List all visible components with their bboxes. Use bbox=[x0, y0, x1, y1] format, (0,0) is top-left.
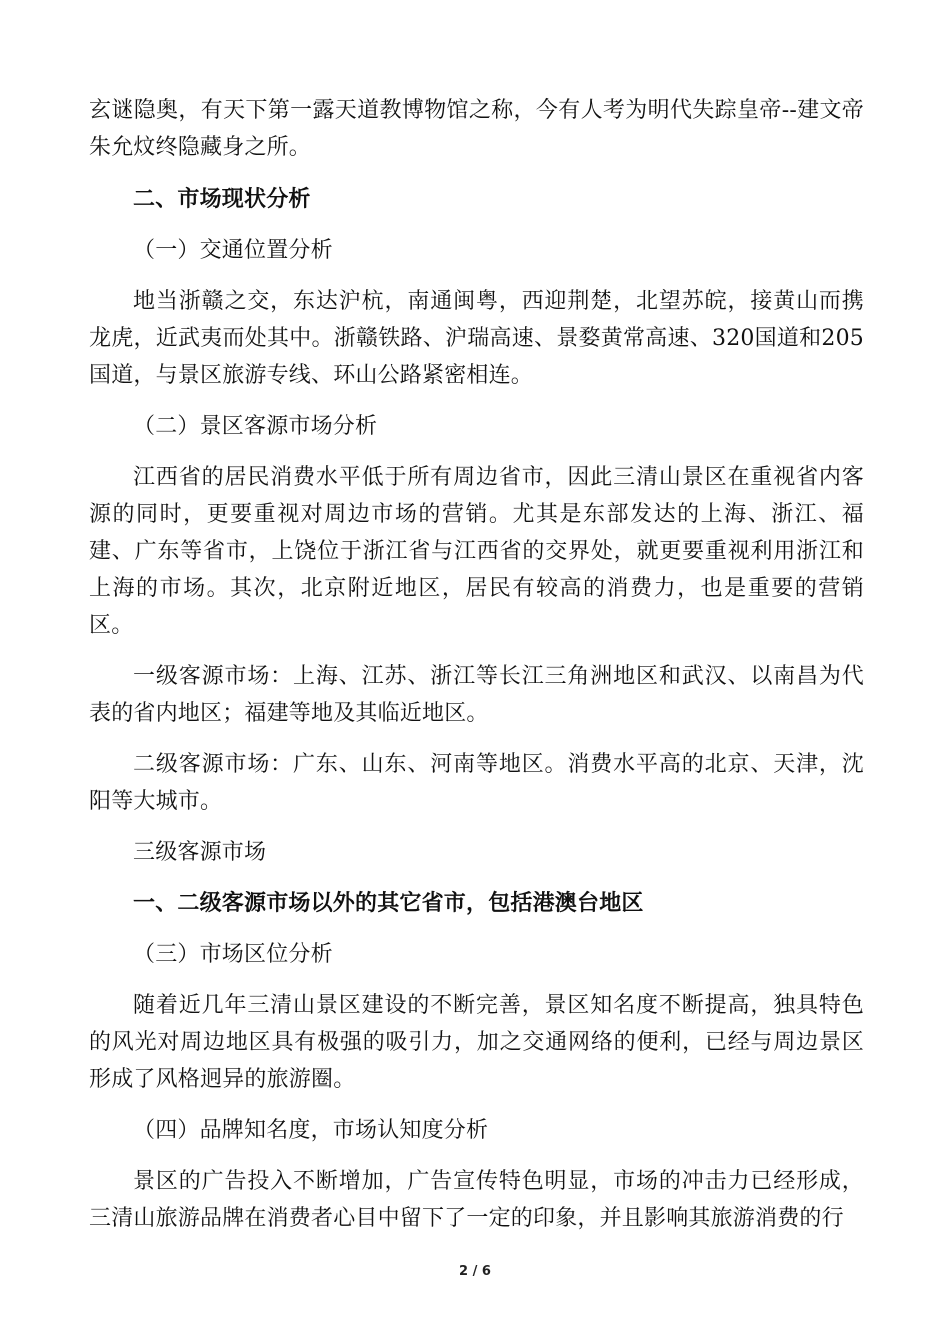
paragraph-secondary-market: 二级客源市场：广东、山东、河南等地区。消费水平高的北京、天津，沈阳等大城市。 bbox=[89, 752, 864, 814]
paragraph-intro-continuation: 玄谜隐奥，有天下第一露天道教博物馆之称，今有人考为明代失踪皇帝--建文帝朱允炆终隐藏身之所。 bbox=[89, 98, 864, 160]
paragraph-market-position: 随着近几年三清山景区建设的不断完善，景区知名度不断提高，独具特色的风光对周边地区具有极强的吸引力，加之交通网络的便利，已经与周边景区形成了风格迥异的旅游圈。 bbox=[89, 993, 864, 1092]
subheading-market-position: （三）市场区位分析 bbox=[133, 942, 333, 967]
page-number: 2 / 6 bbox=[459, 1264, 491, 1279]
paragraph-visitor-source: 江西省的居民消费水平低于所有周边省市，因此三清山景区在重视省内客源的同时，更要重视对周边市场的营销。尤其是东部发达的上海、浙江、福建、广东等省市，上饶位于浙江省与江西省的交界处，就更要重视利用浙江和上海的市场。其次，北京附近地区，居民有较高的消费力，也是重要的营销区。 bbox=[89, 465, 864, 638]
paragraph-primary-market: 一级客源市场：上海、江苏、浙江等长江三角洲地区和武汉、以南昌为代表的省内地区；福建等地及其临近地区。 bbox=[89, 664, 864, 726]
paragraph-tertiary-market-label: 三级客源市场 bbox=[133, 840, 267, 865]
paragraph-transport: 地当浙赣之交，东达沪杭，南通闽粤，西迎荆楚，北望苏皖，接黄山而携龙虎，近武夷而处其中。浙赣铁路、沪瑞高速、景婺黄常高速、320国道和205国道，与景区旅游专线、环山公路紧密相连。 bbox=[89, 289, 864, 388]
paragraph-tertiary-market-bold: 一、二级客源市场以外的其它省市，包括港澳台地区 bbox=[133, 890, 644, 916]
subheading-brand-awareness: （四）品牌知名度，市场认知度分析 bbox=[133, 1118, 489, 1143]
section-heading-market-analysis: 二、市场现状分析 bbox=[133, 186, 311, 212]
subheading-transport-location: （一）交通位置分析 bbox=[133, 238, 333, 263]
document-body bbox=[89, 92, 864, 1237]
paragraph-brand-awareness: 景区的广告投入不断增加，广告宣传特色明显，市场的冲击力已经形成，三清山旅游品牌在消费者心目中留下了一定的印象，并且影响其旅游消费的行 bbox=[89, 1169, 864, 1231]
subheading-visitor-source: （二）景区客源市场分析 bbox=[133, 414, 378, 439]
